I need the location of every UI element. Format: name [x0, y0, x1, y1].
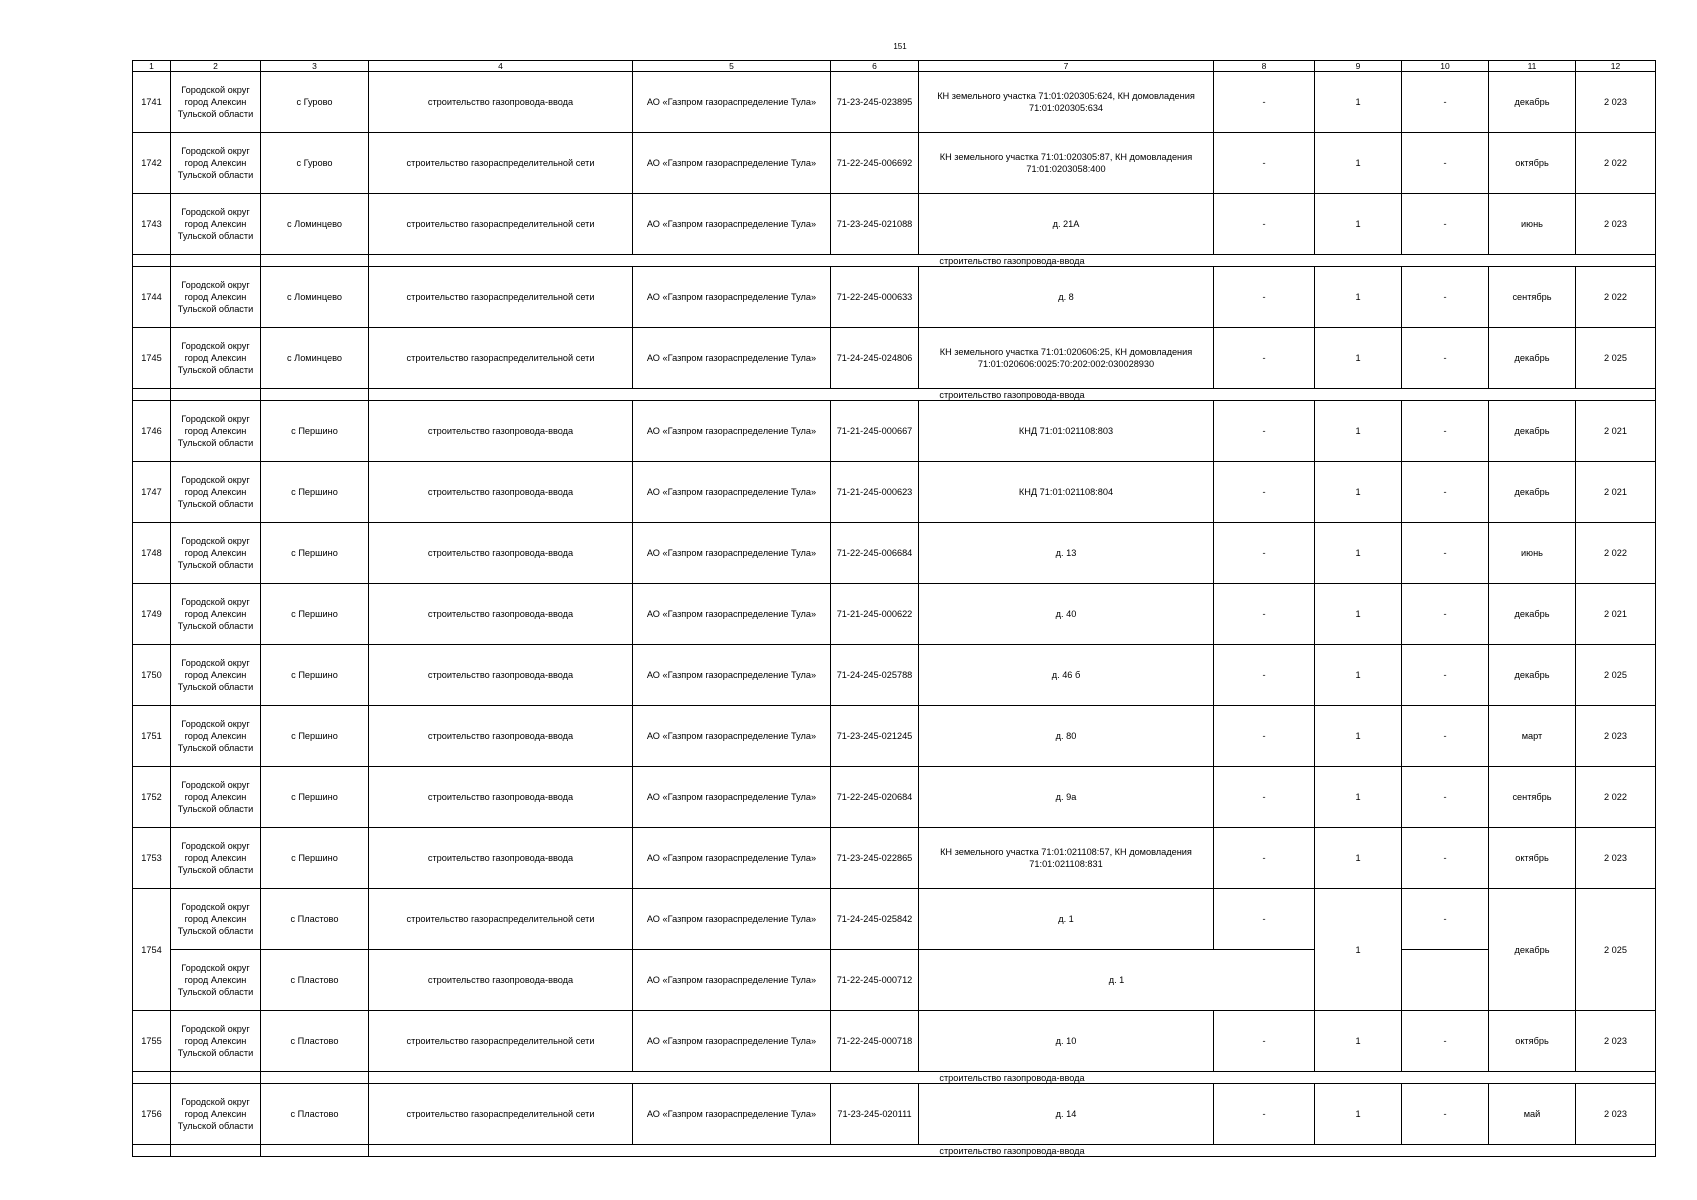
table-row — [133, 767, 1656, 828]
application-code-cell: 71-22-245-006692 — [831, 133, 919, 194]
district-cell: Городской округ город Алексин Тульской области — [171, 194, 261, 255]
row-number: 1756 — [133, 1084, 171, 1145]
application-code-cell: 71-22-245-000712 — [831, 950, 919, 1011]
sub-row — [133, 1072, 1656, 1084]
col10-cell: - — [1402, 1011, 1489, 1072]
month-cell: декабрь — [1489, 72, 1576, 133]
district-cell: Городской округ город Алексин Тульской области — [171, 950, 261, 1011]
work-type-cell: строительство газопровода-ввода — [369, 950, 633, 1011]
page-number: 151 — [893, 42, 907, 51]
col8-cell: - — [1214, 1084, 1315, 1145]
work-type-cell: строительство газопровода-ввода — [369, 584, 633, 645]
company-cell: АО «Газпром газораспределение Тула» — [633, 72, 831, 133]
work-type-cell: строительство газораспределительной сети — [369, 328, 633, 389]
company-cell: АО «Газпром газораспределение Тула» — [633, 1011, 831, 1072]
row-number: 1743 — [133, 194, 171, 255]
table-row — [133, 401, 1656, 462]
company-cell: АО «Газпром газораспределение Тула» — [633, 889, 831, 950]
year-cell: 2 023 — [1576, 828, 1656, 889]
month-cell: декабрь — [1489, 889, 1576, 1011]
col10-cell: - — [1402, 889, 1489, 950]
settlement-cell: с Першино — [261, 706, 369, 767]
row-number: 1752 — [133, 767, 171, 828]
settlement-cell: с Першино — [261, 828, 369, 889]
col8-cell: - — [1214, 645, 1315, 706]
col8-cell: - — [1214, 1011, 1315, 1072]
district-cell: Городской округ город Алексин Тульской области — [171, 1011, 261, 1072]
row-number: 1742 — [133, 133, 171, 194]
year-cell: 2 023 — [1576, 706, 1656, 767]
month-cell: март — [1489, 706, 1576, 767]
empty-cell — [261, 389, 369, 401]
col9-cell: 1 — [1315, 462, 1402, 523]
table-row — [133, 523, 1656, 584]
table-row — [133, 133, 1656, 194]
sub-row — [133, 1145, 1656, 1157]
column-number-row — [133, 61, 1656, 72]
application-code-cell: 71-22-245-020684 — [831, 767, 919, 828]
col8-cell: - — [1214, 72, 1315, 133]
object-list-table — [132, 60, 1656, 1157]
settlement-cell: с Першино — [261, 645, 369, 706]
address-cell: д. 40 — [919, 584, 1214, 645]
col9-cell: 1 — [1315, 267, 1402, 328]
application-code-cell: 71-22-245-000718 — [831, 1011, 919, 1072]
settlement-cell: с Ломинцево — [261, 267, 369, 328]
address-cell: КН земельного участка 71:01:020305:87, КН домовладения 71:01:0203058:400 — [919, 133, 1214, 194]
col10-cell: - — [1402, 828, 1489, 889]
settlement-cell: с Пластово — [261, 889, 369, 950]
district-cell: Городской округ город Алексин Тульской области — [171, 645, 261, 706]
year-cell: 2 023 — [1576, 1084, 1656, 1145]
row-number: 1746 — [133, 401, 171, 462]
empty-cell — [171, 389, 261, 401]
address-cell: КН земельного участка 71:01:020606:25, КН домовладения 71:01:020606:0025:70:202:002:030028930 — [919, 328, 1214, 389]
settlement-cell: с Першино — [261, 462, 369, 523]
application-code-cell: 71-23-245-023895 — [831, 72, 919, 133]
application-code-cell: 71-24-245-024806 — [831, 328, 919, 389]
year-cell: 2 023 — [1576, 1011, 1656, 1072]
sub-note: строительство газопровода-ввода — [369, 389, 1656, 401]
year-cell: 2 022 — [1576, 523, 1656, 584]
row-number: 1753 — [133, 828, 171, 889]
column-header: 6 — [831, 61, 919, 72]
month-cell: май — [1489, 1084, 1576, 1145]
column-header: 12 — [1576, 61, 1656, 72]
year-cell: 2 021 — [1576, 584, 1656, 645]
address-cell: д. 10 — [919, 1011, 1214, 1072]
table-row — [133, 462, 1656, 523]
district-cell: Городской округ город Алексин Тульской области — [171, 706, 261, 767]
district-cell: Городской округ город Алексин Тульской области — [171, 328, 261, 389]
col10-cell: - — [1402, 767, 1489, 828]
month-cell: октябрь — [1489, 828, 1576, 889]
col8-cell: - — [1214, 767, 1315, 828]
district-cell: Городской округ город Алексин Тульской области — [171, 584, 261, 645]
col8-cell: - — [1214, 584, 1315, 645]
col8-cell: - — [1214, 462, 1315, 523]
table-row — [133, 1084, 1656, 1145]
table-row — [133, 889, 1656, 950]
column-header: 10 — [1402, 61, 1489, 72]
application-code-cell: 71-23-245-021245 — [831, 706, 919, 767]
col9-cell: 1 — [1315, 828, 1402, 889]
application-code-cell: 71-23-245-022865 — [831, 828, 919, 889]
settlement-cell: с Ломинцево — [261, 328, 369, 389]
month-cell: декабрь — [1489, 645, 1576, 706]
col8-cell: - — [1214, 194, 1315, 255]
col8-cell: - — [1214, 828, 1315, 889]
empty-cell — [133, 389, 171, 401]
district-cell: Городской округ город Алексин Тульской области — [171, 828, 261, 889]
empty-cell — [133, 1072, 171, 1084]
district-cell: Городской округ город Алексин Тульской области — [171, 267, 261, 328]
empty-cell — [171, 1072, 261, 1084]
address-cell: КНД 71:01:021108:803 — [919, 401, 1214, 462]
row-number: 1754 — [133, 889, 171, 1011]
sub-row — [133, 255, 1656, 267]
col9-cell: 1 — [1315, 889, 1402, 1011]
year-cell: 2 025 — [1576, 889, 1656, 1011]
year-cell: 2 025 — [1576, 645, 1656, 706]
company-cell: АО «Газпром газораспределение Тула» — [633, 645, 831, 706]
col8-cell: - — [1214, 523, 1315, 584]
district-cell: Городской округ город Алексин Тульской области — [171, 72, 261, 133]
col10-cell: - — [1402, 72, 1489, 133]
column-header: 4 — [369, 61, 633, 72]
district-cell: Городской округ город Алексин Тульской области — [171, 523, 261, 584]
col8-cell: - — [1214, 889, 1315, 950]
company-cell: АО «Газпром газораспределение Тула» — [633, 194, 831, 255]
work-type-cell: строительство газораспределительной сети — [369, 1011, 633, 1072]
year-cell: 2 025 — [1576, 328, 1656, 389]
work-type-cell: строительство газопровода-ввода — [369, 72, 633, 133]
company-cell: АО «Газпром газораспределение Тула» — [633, 328, 831, 389]
settlement-cell: с Першино — [261, 767, 369, 828]
sub-row — [133, 389, 1656, 401]
month-cell: сентябрь — [1489, 767, 1576, 828]
company-cell: АО «Газпром газораспределение Тула» — [633, 133, 831, 194]
col9-cell: 1 — [1315, 72, 1402, 133]
empty-cell — [261, 1145, 369, 1157]
month-cell: июнь — [1489, 523, 1576, 584]
col9-cell: 1 — [1315, 401, 1402, 462]
table-row — [133, 828, 1656, 889]
company-cell: АО «Газпром газораспределение Тула» — [633, 267, 831, 328]
col9-cell: 1 — [1315, 328, 1402, 389]
work-type-cell: строительство газопровода-ввода — [369, 401, 633, 462]
col10-cell: - — [1402, 462, 1489, 523]
col8-cell: - — [1214, 133, 1315, 194]
col10-cell: - — [1402, 267, 1489, 328]
row-number: 1751 — [133, 706, 171, 767]
month-cell: декабрь — [1489, 401, 1576, 462]
column-header: 3 — [261, 61, 369, 72]
work-type-cell: строительство газораспределительной сети — [369, 1084, 633, 1145]
settlement-cell: с Пластово — [261, 950, 369, 1011]
district-cell: Городской округ город Алексин Тульской области — [171, 767, 261, 828]
empty-cell — [261, 1072, 369, 1084]
address-cell: КНД 71:01:021108:804 — [919, 462, 1214, 523]
row-number: 1749 — [133, 584, 171, 645]
table-row — [133, 584, 1656, 645]
col8-cell: - — [1214, 267, 1315, 328]
column-header: 8 — [1214, 61, 1315, 72]
table-row — [133, 706, 1656, 767]
work-type-cell: строительство газопровода-ввода — [369, 645, 633, 706]
col10-cell: - — [1402, 706, 1489, 767]
work-type-cell: строительство газопровода-ввода — [369, 706, 633, 767]
month-cell: декабрь — [1489, 584, 1576, 645]
company-cell: АО «Газпром газораспределение Тула» — [633, 767, 831, 828]
application-code-cell: 71-21-245-000622 — [831, 584, 919, 645]
year-cell: 2 021 — [1576, 462, 1656, 523]
month-cell: октябрь — [1489, 1011, 1576, 1072]
work-type-cell: строительство газопровода-ввода — [369, 523, 633, 584]
year-cell: 2 022 — [1576, 133, 1656, 194]
empty-cell — [1402, 950, 1489, 1011]
year-cell: 2 023 — [1576, 194, 1656, 255]
application-code-cell: 71-23-245-021088 — [831, 194, 919, 255]
address-cell: д. 13 — [919, 523, 1214, 584]
settlement-cell: с Пластово — [261, 1011, 369, 1072]
table-row — [133, 950, 1656, 1011]
table-row — [133, 72, 1656, 133]
row-number: 1741 — [133, 72, 171, 133]
address-cell: д. 1 — [919, 950, 1315, 1011]
empty-cell — [133, 1145, 171, 1157]
application-code-cell: 71-24-245-025842 — [831, 889, 919, 950]
settlement-cell: с Гурово — [261, 133, 369, 194]
col10-cell: - — [1402, 194, 1489, 255]
settlement-cell: с Пластово — [261, 1084, 369, 1145]
address-cell: д. 80 — [919, 706, 1214, 767]
company-cell: АО «Газпром газораспределение Тула» — [633, 523, 831, 584]
year-cell: 2 021 — [1576, 401, 1656, 462]
application-code-cell: 71-21-245-000667 — [831, 401, 919, 462]
col9-cell: 1 — [1315, 645, 1402, 706]
col9-cell: 1 — [1315, 584, 1402, 645]
table-row — [133, 194, 1656, 255]
company-cell: АО «Газпром газораспределение Тула» — [633, 950, 831, 1011]
col10-cell: - — [1402, 133, 1489, 194]
district-cell: Городской округ город Алексин Тульской области — [171, 462, 261, 523]
column-header: 5 — [633, 61, 831, 72]
col9-cell: 1 — [1315, 133, 1402, 194]
col9-cell: 1 — [1315, 1011, 1402, 1072]
empty-cell — [171, 255, 261, 267]
address-cell: КН земельного участка 71:01:020305:624, КН домовладения 71:01:020305:634 — [919, 72, 1214, 133]
month-cell: декабрь — [1489, 328, 1576, 389]
address-cell: д. 46 б — [919, 645, 1214, 706]
application-code-cell: 71-24-245-025788 — [831, 645, 919, 706]
company-cell: АО «Газпром газораспределение Тула» — [633, 584, 831, 645]
col8-cell: - — [1214, 401, 1315, 462]
col9-cell: 1 — [1315, 706, 1402, 767]
company-cell: АО «Газпром газораспределение Тула» — [633, 828, 831, 889]
address-cell: д. 14 — [919, 1084, 1214, 1145]
work-type-cell: строительство газораспределительной сети — [369, 267, 633, 328]
settlement-cell: с Ломинцево — [261, 194, 369, 255]
settlement-cell: с Першино — [261, 523, 369, 584]
empty-cell — [261, 255, 369, 267]
district-cell: Городской округ город Алексин Тульской области — [171, 133, 261, 194]
application-code-cell: 71-23-245-020111 — [831, 1084, 919, 1145]
application-code-cell: 71-22-245-006684 — [831, 523, 919, 584]
work-type-cell: строительство газопровода-ввода — [369, 767, 633, 828]
col8-cell: - — [1214, 328, 1315, 389]
district-cell: Городской округ город Алексин Тульской области — [171, 401, 261, 462]
district-cell: Городской округ город Алексин Тульской области — [171, 889, 261, 950]
work-type-cell: строительство газопровода-ввода — [369, 828, 633, 889]
settlement-cell: с Першино — [261, 584, 369, 645]
column-header: 9 — [1315, 61, 1402, 72]
row-number: 1748 — [133, 523, 171, 584]
application-code-cell: 71-22-245-000633 — [831, 267, 919, 328]
row-number: 1747 — [133, 462, 171, 523]
year-cell: 2 023 — [1576, 72, 1656, 133]
row-number: 1745 — [133, 328, 171, 389]
company-cell: АО «Газпром газораспределение Тула» — [633, 401, 831, 462]
row-number: 1755 — [133, 1011, 171, 1072]
col10-cell: - — [1402, 584, 1489, 645]
sub-note: строительство газопровода-ввода — [369, 1072, 1656, 1084]
district-cell: Городской округ город Алексин Тульской области — [171, 1084, 261, 1145]
col10-cell: - — [1402, 328, 1489, 389]
col9-cell: 1 — [1315, 194, 1402, 255]
company-cell: АО «Газпром газораспределение Тула» — [633, 706, 831, 767]
company-cell: АО «Газпром газораспределение Тула» — [633, 462, 831, 523]
application-code-cell: 71-21-245-000623 — [831, 462, 919, 523]
address-cell: КН земельного участка 71:01:021108:57, КН домовладения 71:01:021108:831 — [919, 828, 1214, 889]
table-row — [133, 1011, 1656, 1072]
col10-cell: - — [1402, 401, 1489, 462]
month-cell: июнь — [1489, 194, 1576, 255]
table-row — [133, 645, 1656, 706]
address-cell: д. 21А — [919, 194, 1214, 255]
column-header: 11 — [1489, 61, 1576, 72]
work-type-cell: строительство газораспределительной сети — [369, 194, 633, 255]
empty-cell — [171, 1145, 261, 1157]
column-header: 2 — [171, 61, 261, 72]
address-cell: д. 8 — [919, 267, 1214, 328]
col8-cell: - — [1214, 706, 1315, 767]
year-cell: 2 022 — [1576, 267, 1656, 328]
company-cell: АО «Газпром газораспределение Тула» — [633, 1084, 831, 1145]
table-row — [133, 267, 1656, 328]
column-header: 7 — [919, 61, 1214, 72]
sub-note: строительство газопровода-ввода — [369, 1145, 1656, 1157]
col10-cell: - — [1402, 645, 1489, 706]
table-row — [133, 328, 1656, 389]
empty-cell — [133, 255, 171, 267]
col10-cell: - — [1402, 523, 1489, 584]
col9-cell: 1 — [1315, 523, 1402, 584]
month-cell: октябрь — [1489, 133, 1576, 194]
row-number: 1744 — [133, 267, 171, 328]
settlement-cell: с Гурово — [261, 72, 369, 133]
month-cell: декабрь — [1489, 462, 1576, 523]
col10-cell: - — [1402, 1084, 1489, 1145]
column-header: 1 — [133, 61, 171, 72]
work-type-cell: строительство газопровода-ввода — [369, 462, 633, 523]
col9-cell: 1 — [1315, 767, 1402, 828]
month-cell: сентябрь — [1489, 267, 1576, 328]
row-number: 1750 — [133, 645, 171, 706]
year-cell: 2 022 — [1576, 767, 1656, 828]
address-cell: д. 9а — [919, 767, 1214, 828]
sub-note: строительство газопровода-ввода — [369, 255, 1656, 267]
address-cell: д. 1 — [919, 889, 1214, 950]
settlement-cell: с Першино — [261, 401, 369, 462]
work-type-cell: строительство газораспределительной сети — [369, 133, 633, 194]
col9-cell: 1 — [1315, 1084, 1402, 1145]
work-type-cell: строительство газораспределительной сети — [369, 889, 633, 950]
